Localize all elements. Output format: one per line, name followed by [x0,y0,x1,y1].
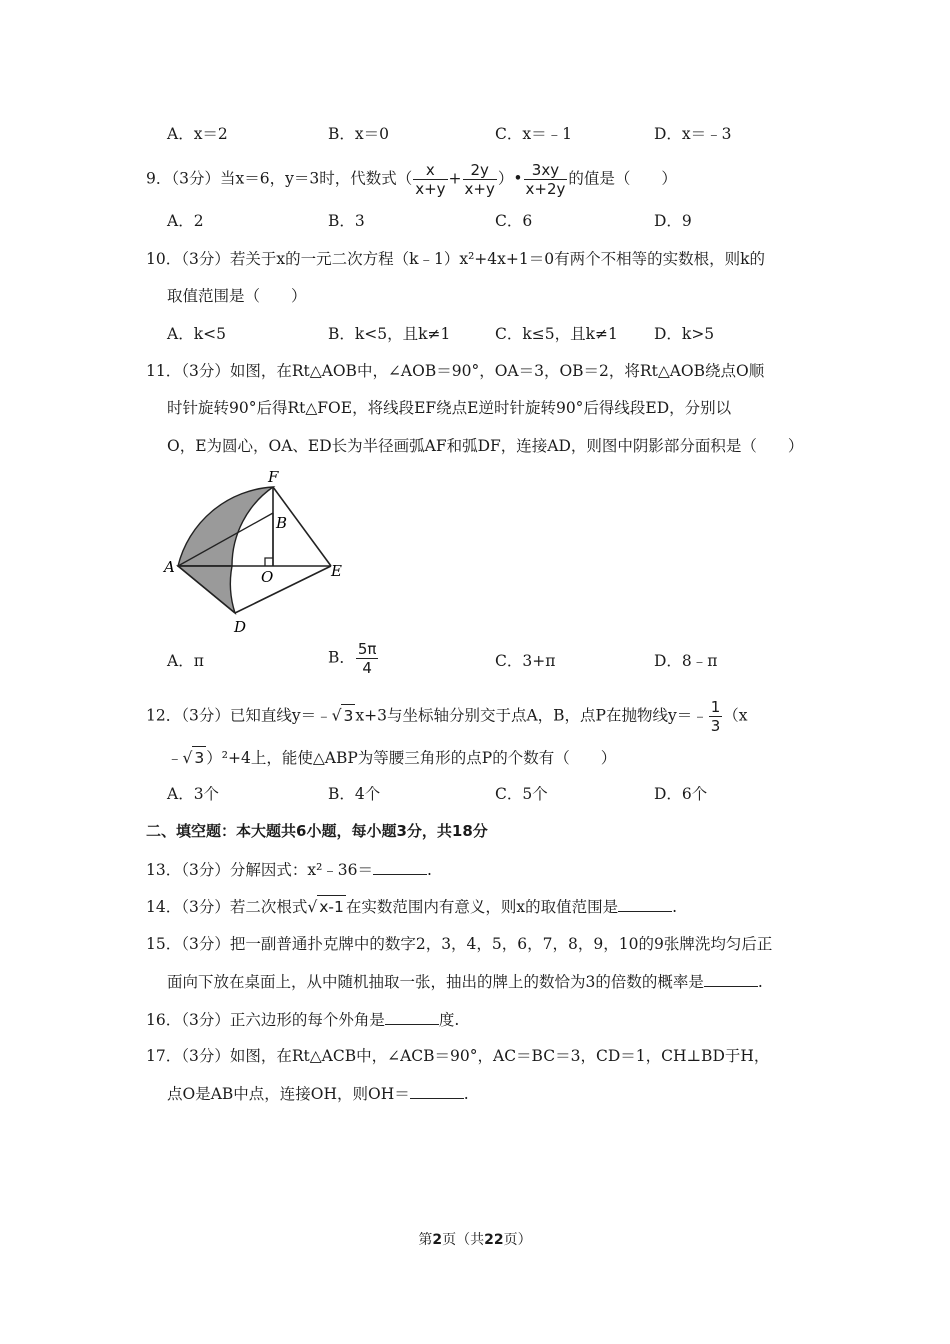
q11-option-b: B． $\frac{5\pi}{4}$ [328,640,377,677]
label-d: D [234,618,247,636]
q9-option-a: A．2 [167,212,204,230]
q11-stem-line2: 时针旋转90°后得Rt△FOE，将线段EF绕点E逆时针旋转90°后得线段ED，分别以 [167,399,732,417]
q12-option-d: D．6个 [654,785,708,803]
q15-answer-blank[interactable] [704,970,758,987]
q9-fraction-1: $\frac{x}{x+y}$ [415,161,446,198]
q10-option-b: B．k<5，且k≠1 [328,325,451,343]
q11-option-a: A．π [167,652,204,670]
label-b: B [276,514,288,532]
q8-option-c: C．x＝﹣1 [495,125,572,143]
q16-stem: 16．（3分）正六边形的每个外角是 度. [146,1008,459,1031]
q12-stem-line2: ﹣√ 3 ）²+4上，能使△ABP为等腰三角形的点P的个数有（ ） [167,746,616,769]
q14-stem: 14．（3分）若二次根式√ x-1 在实数范围内有意义，则x的取值范围是 . [146,895,677,918]
right-angle-mark [265,558,273,566]
q16-answer-blank[interactable] [385,1008,439,1025]
total-page-count: 22 [484,1232,504,1248]
q13-answer-blank[interactable] [373,858,427,875]
q9-stem: 9．（3分）当x＝6，y＝3时，代数式（ $\frac{x}{x+y}$ + $\frac{2y}{x+y}$ ）• $\frac{3xy}{x+2y}$ 的值是（ ） [146,161,677,198]
q9-fraction-2: $\frac{2y}{x+y}$ [464,161,495,198]
q10-stem-line1: 10．（3分）若关于x的一元二次方程（k﹣1）x²+4x+1＝0有两个不相等的实数根，则k的 [146,250,765,268]
q12-option-b: B．4个 [328,785,381,803]
label-f: F [268,468,279,486]
current-page-number: 2 [432,1232,443,1248]
q10-option-a: A．k<5 [167,325,226,343]
q12-option-a: A．3个 [167,785,220,803]
q10-stem-line2: 取值范围是（ ） [167,287,307,305]
q11-stem-line3: O，E为圆心，OA、ED长为半径画弧AF和弧DF，连接AD，则图中阴影部分面积是（ ） [167,437,804,455]
q11-figure [160,468,360,640]
label-e: E [331,562,342,580]
q11-option-b-fraction: $\frac{5\pi}{4}$ [357,640,377,677]
q11-stem-line1: 11．（3分）如图，在Rt△AOB中，∠AOB＝90°，OA＝3，OB＝2，将Rt△AOB绕点O顺 [146,362,765,380]
section-2-heading: 二、填空题：本大题共6小题，每小题3分，共18分 [146,822,488,840]
q15-stem-line2: 面向下放在桌面上，从中随机抽取一张，抽出的牌上的数恰为3的倍数的概率是 . [167,970,763,993]
shaded-region-upper [178,487,273,566]
q11-option-c: C．3+π [495,652,556,670]
segment-ed [235,566,331,613]
label-a: A [164,558,175,576]
q10-option-c: C．k≤5，且k≠1 [495,325,618,343]
q12-option-c: C．5个 [495,785,548,803]
q11-option-d: D．8﹣π [654,652,718,670]
q9-option-c: C．6 [495,212,533,230]
q17-answer-blank[interactable] [410,1082,464,1099]
q12-fraction: $\frac{1}{3}$ [710,698,721,735]
q14-answer-blank[interactable] [618,895,672,912]
page-footer: 第2页（共22页） [418,1232,532,1248]
q17-stem-line1: 17．（3分）如图，在Rt△ACB中，∠ACB＝90°，AC＝BC＝3，CD＝1，CH⊥BD于H， [146,1047,770,1065]
q8-option-d: D．x＝﹣3 [654,125,732,143]
q9-fraction-3: $\frac{3xy}{x+2y}$ [525,161,566,198]
q13-stem: 13．（3分）分解因式：x²﹣36＝ . [146,858,432,881]
q8-option-a: A．x＝2 [167,125,228,143]
q12-stem-line1: 12．（3分）已知直线y＝﹣√ 3 x+3与坐标轴分别交于点A，B，点P在抛物线y＝﹣ $\frac{1}{3}$ （x [146,698,748,735]
q15-stem-line1: 15．（3分）把一副普通扑克牌中的数字2，3，4，5，6，7，8，9，10的9张牌洗均匀后正 [146,935,773,953]
label-o: O [261,568,274,586]
q9-option-b: B．3 [328,212,365,230]
q8-option-b: B．x＝0 [328,125,389,143]
q17-stem-line2: 点O是AB中点，连接OH，则OH＝ . [167,1082,469,1105]
q9-option-d: D．9 [654,212,692,230]
q10-option-d: D．k>5 [654,325,715,343]
